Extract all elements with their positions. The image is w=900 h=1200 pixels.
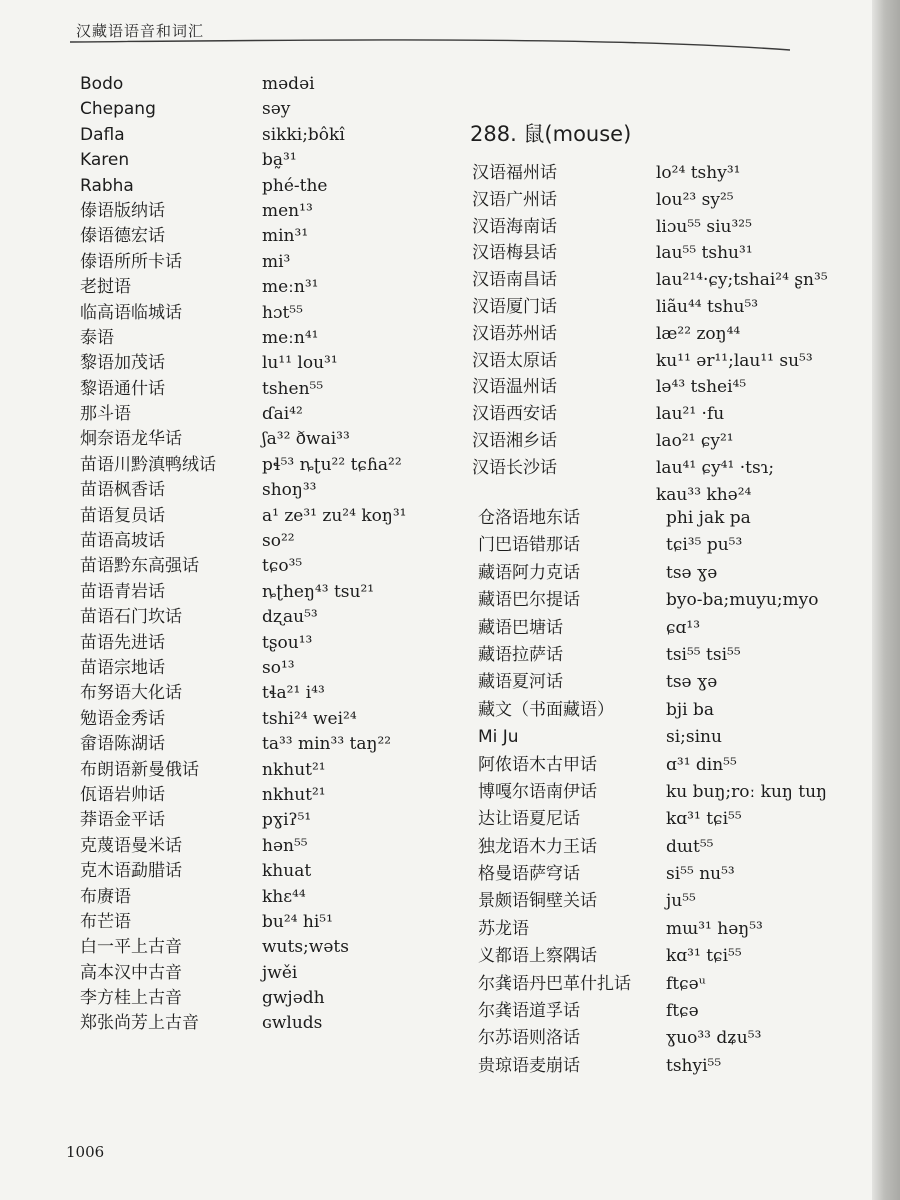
word-form: lau⁵⁵ tshu³¹	[656, 243, 753, 264]
word-form: ɕɑ¹³	[666, 617, 701, 638]
language-name: 勉语金秀话	[80, 708, 165, 729]
word-form: hɔt⁵⁵	[262, 302, 303, 323]
language-name: 仓洛语地东话	[478, 508, 580, 528]
word-form: lə⁴³ tshei⁴⁵	[656, 377, 747, 398]
language-name: Mi Ju	[478, 727, 519, 748]
language-name: 汉语梅县话	[472, 243, 557, 264]
word-form: wuts;wəts	[262, 937, 349, 958]
word-form: ʃa³² ðwai³³	[262, 429, 350, 450]
language-name: 汉语广州话	[472, 189, 557, 210]
language-name: 门巴语错那话	[478, 535, 580, 556]
word-form: jwěi	[262, 962, 298, 983]
word-form: hən⁵⁵	[262, 835, 308, 856]
language-name: 苗语先进话	[80, 632, 165, 653]
language-name: 畲语陈湖话	[80, 734, 165, 755]
language-name: 苗语川黔滇鸭绒话	[80, 454, 216, 475]
word-form: pɬ⁵³ ȵʈu²² tɕɦa²²	[262, 454, 402, 475]
language-name: 藏语拉萨话	[478, 644, 563, 665]
language-name: 克蔑语曼米话	[80, 835, 182, 856]
language-name: 汉语厦门话	[472, 296, 557, 317]
language-name: 苗语高坡话	[80, 531, 165, 552]
language-name: 汉语湘乡话	[472, 430, 557, 451]
word-form: pɣiʔ⁵¹	[262, 810, 312, 831]
language-name: 郑张尚芳上古音	[80, 1013, 199, 1034]
word-form: phé-the	[262, 175, 328, 196]
language-name: 布努语大化话	[80, 683, 182, 704]
word-form: men¹³	[262, 200, 313, 221]
word-form: lo²⁴ tshy³¹	[656, 163, 741, 183]
page-number: 1006	[66, 1143, 105, 1161]
language-name: 汉语海南话	[472, 216, 557, 237]
word-form: tshi²⁴ wei²⁴	[262, 708, 357, 729]
word-form: ta³³ min³³ taŋ²²	[262, 734, 392, 755]
word-form: ku¹¹ ər¹¹;lau¹¹ su⁵³	[656, 350, 813, 371]
language-name: 泰语	[80, 327, 114, 348]
word-form: tsə ɣə	[666, 672, 718, 693]
language-name: 莽语金平话	[80, 810, 165, 831]
word-form: tɬa²¹ i⁴³	[262, 683, 325, 704]
language-name: 汉语西安话	[472, 404, 557, 425]
language-name: 尔龚语丹巴革什扎话	[478, 973, 631, 994]
word-form: kau³³ khə²⁴	[656, 484, 752, 505]
word-form: sikki;bôkî	[262, 124, 345, 145]
word-form: ɑ³¹ din⁵⁵	[666, 754, 737, 775]
word-form: læ²² zoŋ⁴⁴	[656, 323, 741, 344]
language-name: 汉语温州话	[472, 377, 557, 398]
language-name: 独龙语木力王话	[478, 836, 597, 857]
word-form: kɑ³¹ tɕi⁵⁵	[666, 946, 742, 967]
language-name: 汉语苏州话	[472, 323, 557, 344]
language-name: 黎语加茂话	[80, 353, 165, 374]
word-form: lau²¹⁴·ɕy;tshai²⁴ ʂn³⁵	[656, 270, 828, 291]
word-form: si;sinu	[666, 727, 722, 748]
language-name: 白一平上古音	[80, 937, 182, 958]
language-name: 格曼语萨穹话	[478, 864, 580, 885]
language-name: Rabha	[80, 175, 134, 196]
language-name: 傣语版纳话	[80, 200, 165, 221]
word-form: nkhut²¹	[262, 784, 326, 805]
language-name: 傣语所所卡话	[80, 251, 182, 272]
language-name: 苏龙语	[478, 918, 529, 939]
word-form: mədəi	[262, 74, 315, 94]
word-form: gwjədh	[262, 988, 325, 1009]
language-name: 藏语夏河话	[478, 672, 563, 693]
language-name: 布芒语	[80, 911, 131, 932]
word-form: nkhut²¹	[262, 759, 326, 780]
language-name: 阿侬语木古甲话	[478, 754, 597, 775]
language-name: 傣语德宏话	[80, 226, 165, 247]
word-form: so²²	[262, 531, 295, 552]
word-form: mɯ³¹ həŋ⁵³	[666, 918, 763, 939]
word-form: ɢwluds	[262, 1013, 323, 1034]
word-form: tsi⁵⁵ tsi⁵⁵	[666, 644, 741, 665]
word-form: shoŋ³³	[262, 480, 317, 501]
word-form: meːn⁴¹	[262, 327, 319, 348]
language-name: 景颇语铜壁关话	[478, 891, 597, 912]
language-name: 佤语岩帅话	[80, 784, 165, 805]
word-form: tshen⁵⁵	[262, 378, 324, 399]
language-name: Dafla	[80, 124, 125, 145]
word-form: dʐau⁵³	[262, 607, 318, 628]
language-name: 布朗语新曼俄话	[80, 759, 199, 780]
word-form: ɗai⁴²	[262, 404, 303, 425]
word-form: ftɕə	[666, 1001, 699, 1022]
word-form: a¹ ze³¹ zu²⁴ koŋ³¹	[262, 505, 407, 526]
language-name: 汉语长沙话	[472, 457, 557, 478]
language-name: 克木语勐腊话	[80, 861, 182, 882]
language-name: 藏语巴塘话	[478, 617, 563, 638]
language-name: 临高语临城话	[80, 302, 182, 323]
language-name: 尔龚语道孚话	[478, 1001, 580, 1022]
language-name: 苗语石门坎话	[80, 607, 182, 628]
word-form: dɯt⁵⁵	[666, 836, 714, 857]
word-form: ju⁵⁵	[666, 891, 696, 912]
word-form: lau²¹ ·fu	[656, 404, 725, 425]
word-form: ku buŋ;roː kuŋ tuŋ	[666, 781, 827, 802]
word-form: min³¹	[262, 226, 309, 247]
word-form: lao²¹ ɕy²¹	[656, 430, 734, 451]
word-form: liɔu⁵⁵ siu³²⁵	[656, 216, 752, 237]
word-form: tsə ɣə	[666, 562, 718, 583]
language-name: 汉语南昌话	[472, 270, 557, 291]
language-name: 尔苏语则洛话	[478, 1028, 580, 1049]
word-form: lu¹¹ lou³¹	[262, 353, 338, 374]
page-edge-shadow	[872, 0, 900, 1200]
word-form: bji ba	[666, 699, 715, 720]
language-name: 藏语巴尔提话	[478, 590, 580, 611]
word-form: khɛ⁴⁴	[262, 886, 306, 907]
language-name: 李方桂上古音	[80, 988, 182, 1009]
language-name: Chepang	[80, 99, 156, 120]
word-form: ftɕəᵘ	[666, 973, 706, 994]
language-name: 藏语阿力克话	[478, 562, 580, 583]
word-form: tshyi⁵⁵	[666, 1055, 722, 1076]
language-name: 老挝语	[80, 277, 131, 298]
word-form: ɣuo³³ dʑu⁵³	[666, 1028, 762, 1049]
language-name: 布赓语	[80, 886, 131, 907]
word-form: kɑ³¹ tɕi⁵⁵	[666, 809, 742, 830]
language-name: Karen	[80, 150, 130, 171]
language-name: 苗语宗地话	[80, 657, 165, 678]
word-form: tʂou¹³	[262, 632, 313, 653]
language-name: Bodo	[80, 74, 124, 94]
language-name: 炯奈语龙华话	[80, 429, 182, 450]
word-form: so¹³	[262, 657, 295, 678]
language-name: 博嘎尔语南伊话	[478, 781, 597, 802]
word-form: ba̰³¹	[262, 150, 297, 171]
section-title: 288. 鼠(mouse)	[470, 122, 632, 146]
word-form: byo-ba;muyu;myo	[666, 590, 819, 611]
word-form: meːn³¹	[262, 277, 319, 298]
word-form: tɕo³⁵	[262, 556, 303, 577]
word-form: phi jak pa	[666, 508, 751, 528]
language-name: 那斗语	[80, 404, 131, 425]
language-name: 汉语福州话	[472, 163, 557, 183]
word-form: khuat	[262, 861, 312, 882]
language-name: 黎语通什话	[80, 378, 165, 399]
language-name: 汉语太原话	[472, 350, 557, 371]
language-name: 苗语黔东高强话	[80, 556, 199, 577]
language-name: 贵琼语麦崩话	[478, 1055, 580, 1076]
language-name: 藏文（书面藏语）	[478, 699, 614, 720]
language-name: 苗语枫香话	[80, 480, 165, 501]
running-head: 汉藏语语音和词汇	[76, 22, 205, 40]
language-name: 达让语夏尼话	[478, 809, 580, 830]
word-form: mi³	[262, 251, 291, 272]
word-form: si⁵⁵ nu⁵³	[666, 864, 735, 885]
word-form: ȵʈheŋ⁴³ tsu²¹	[262, 581, 375, 602]
word-form: bu²⁴ hi⁵¹	[262, 911, 333, 932]
word-form: səy	[262, 99, 291, 120]
language-name: 义都语上察隅话	[478, 946, 597, 967]
word-form: tɕi³⁵ pu⁵³	[666, 535, 743, 556]
language-name: 苗语青岩话	[80, 581, 165, 602]
language-name: 高本汉中古音	[80, 962, 182, 983]
word-form: lau⁴¹ ɕy⁴¹ ·tsɿ;	[656, 457, 775, 478]
word-form: lou²³ sy²⁵	[656, 189, 734, 210]
language-name: 苗语复员话	[80, 505, 165, 526]
word-form: liãu⁴⁴ tshu⁵³	[656, 296, 759, 317]
